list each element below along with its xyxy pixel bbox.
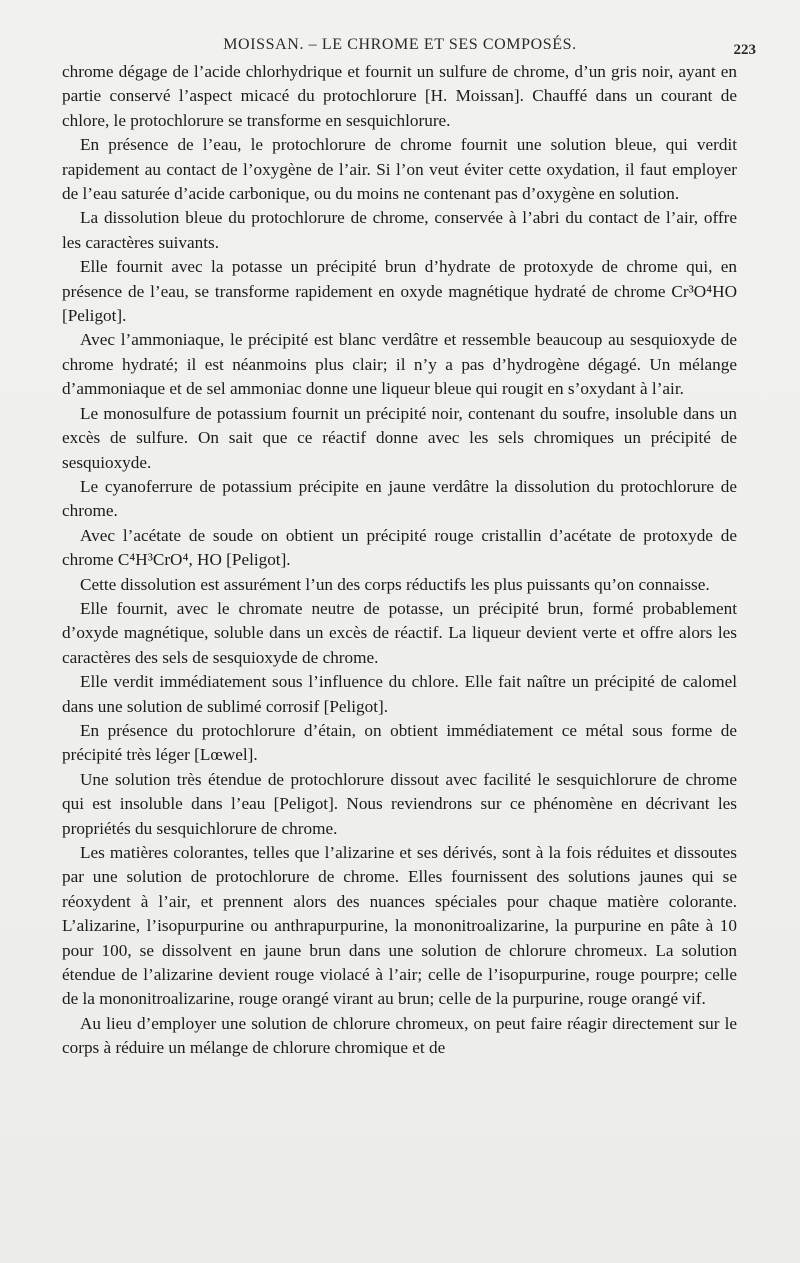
paragraph: Cette dissolution est assurément l’un des corps réductifs les plus puissants qu’on connaisse. — [80, 574, 710, 594]
page-number: 223 — [733, 42, 756, 58]
paragraph: Le cyanoferrure de potassium précipite en jaune verdâtre la dissolution du protochlorure de chrome. — [62, 476, 737, 521]
paragraph: La dissolution bleue du protochlorure de chrome, conservée à l’abri du contact de l’air, offre les caractères suivants. — [62, 208, 737, 252]
paragraph: Les matières colorantes, telles que l’alizarine et ses dérivés, sont à la fois réduites et dissoutes par une solution de protochlorure de chrome. Elles fournissent des solutions jaunes qui se réoxydent à l’air, et prennent alors des nuances spéciales pour chaque matière colorante. L’alizarine, l’isopurpurine ou anthrapurpurine, la mononitroalizarine, la purpurine en pâte à 10 pour 100, se dissolvent en jaune brun dans une solution de chlorure chromeux. La solution étendue de l’alizarine devient rouge violacé à l’air; celle de l’isopurpurine, rouge pourpre; celle de la mononitroalizarine, rouge orangé virant au brun; celle de la purpurine, rouge orangé vif. — [62, 843, 737, 1009]
paragraph: Le monosulfure de potassium fournit un précipité noir, contenant du soufre, insoluble dans un excès de sulfure. On sait que ce réactif donne avec les sels chromiques un précipité de sesquioxyde. — [62, 403, 737, 472]
running-title: MOISSAN. – LE CHROME ET SES COMPOSÉS. — [223, 36, 577, 53]
paragraph: Elle fournit, avec le chromate neutre de potasse, un précipité brun, formé probablement d’oxyde magnétique, soluble dans un excès de réactif. La liqueur devient verte et offre alors les caractères des sels de sesquioxyde de chrome. — [62, 598, 737, 667]
paragraph: Une solution très étendue de protochlorure dissout avec facilité le sesquichlorure de chrome qui est insoluble dans l’eau [Peligot]. Nous reviendrons sur ce phénomène en décrivant les propriétés du sesquichlorure de chrome. — [62, 769, 737, 838]
paragraph: Avec l’ammoniaque, le précipité est blanc verdâtre et ressemble beaucoup au sesquioxyde de chrome hydraté; il est néanmoins plus clair; il n’y a pas d’hydrogène dégagé. Un mélange d’ammoniaque et de sel ammoniac donne une liqueur bleue qui rougit en s’oxydant à l’air. — [62, 330, 737, 399]
paragraph: En présence du protochlorure d’étain, on obtient immédiatement ce métal sous forme de précipité très léger [Lœwel]. — [62, 720, 737, 765]
paragraph: Elle fournit avec la potasse un précipité brun d’hydrate de protoxyde de chrome qui, en présence de l’eau, se transforme rapidement en oxyde magnétique hydraté de chrome Cr³O⁴HO [Peligot]. — [62, 257, 737, 326]
body-text — [62, 60, 737, 1061]
paragraph: En présence de l’eau, le protochlorure de chrome fournit une solution bleue, qui verdit rapidement au contact de l’oxygène de l’air. Si l’on veut éviter cette oxydation, il faut employer de l’eau saturée d’acide carbonique, ou du moins ne contenant pas d’oxygène en solution. — [62, 135, 737, 204]
paragraph: chrome dégage de l’acide chlorhydrique et fournit un sulfure de chrome, d’un gris noir, ayant en partie conservé l’aspect micacé du protochlorure [H. Moissan]. Chauffé dans un courant de chlore, le protochlorure se transforme en sesquichlorure. — [62, 62, 737, 130]
paragraph: Elle verdit immédiatement sous l’influence du chlore. Elle fait naître un précipité de calomel dans une solution de sublimé corrosif [Peligot]. — [62, 672, 737, 716]
paragraph: Avec l’acétate de soude on obtient un précipité rouge cristallin d’acétate de protoxyde de chrome C⁴H³CrO⁴, HO [Peligot]. — [62, 525, 737, 570]
paragraph: Au lieu d’employer une solution de chlorure chromeux, on peut faire réagir directement sur le corps à réduire un mélange de chlorure chromique et de — [62, 1013, 737, 1058]
